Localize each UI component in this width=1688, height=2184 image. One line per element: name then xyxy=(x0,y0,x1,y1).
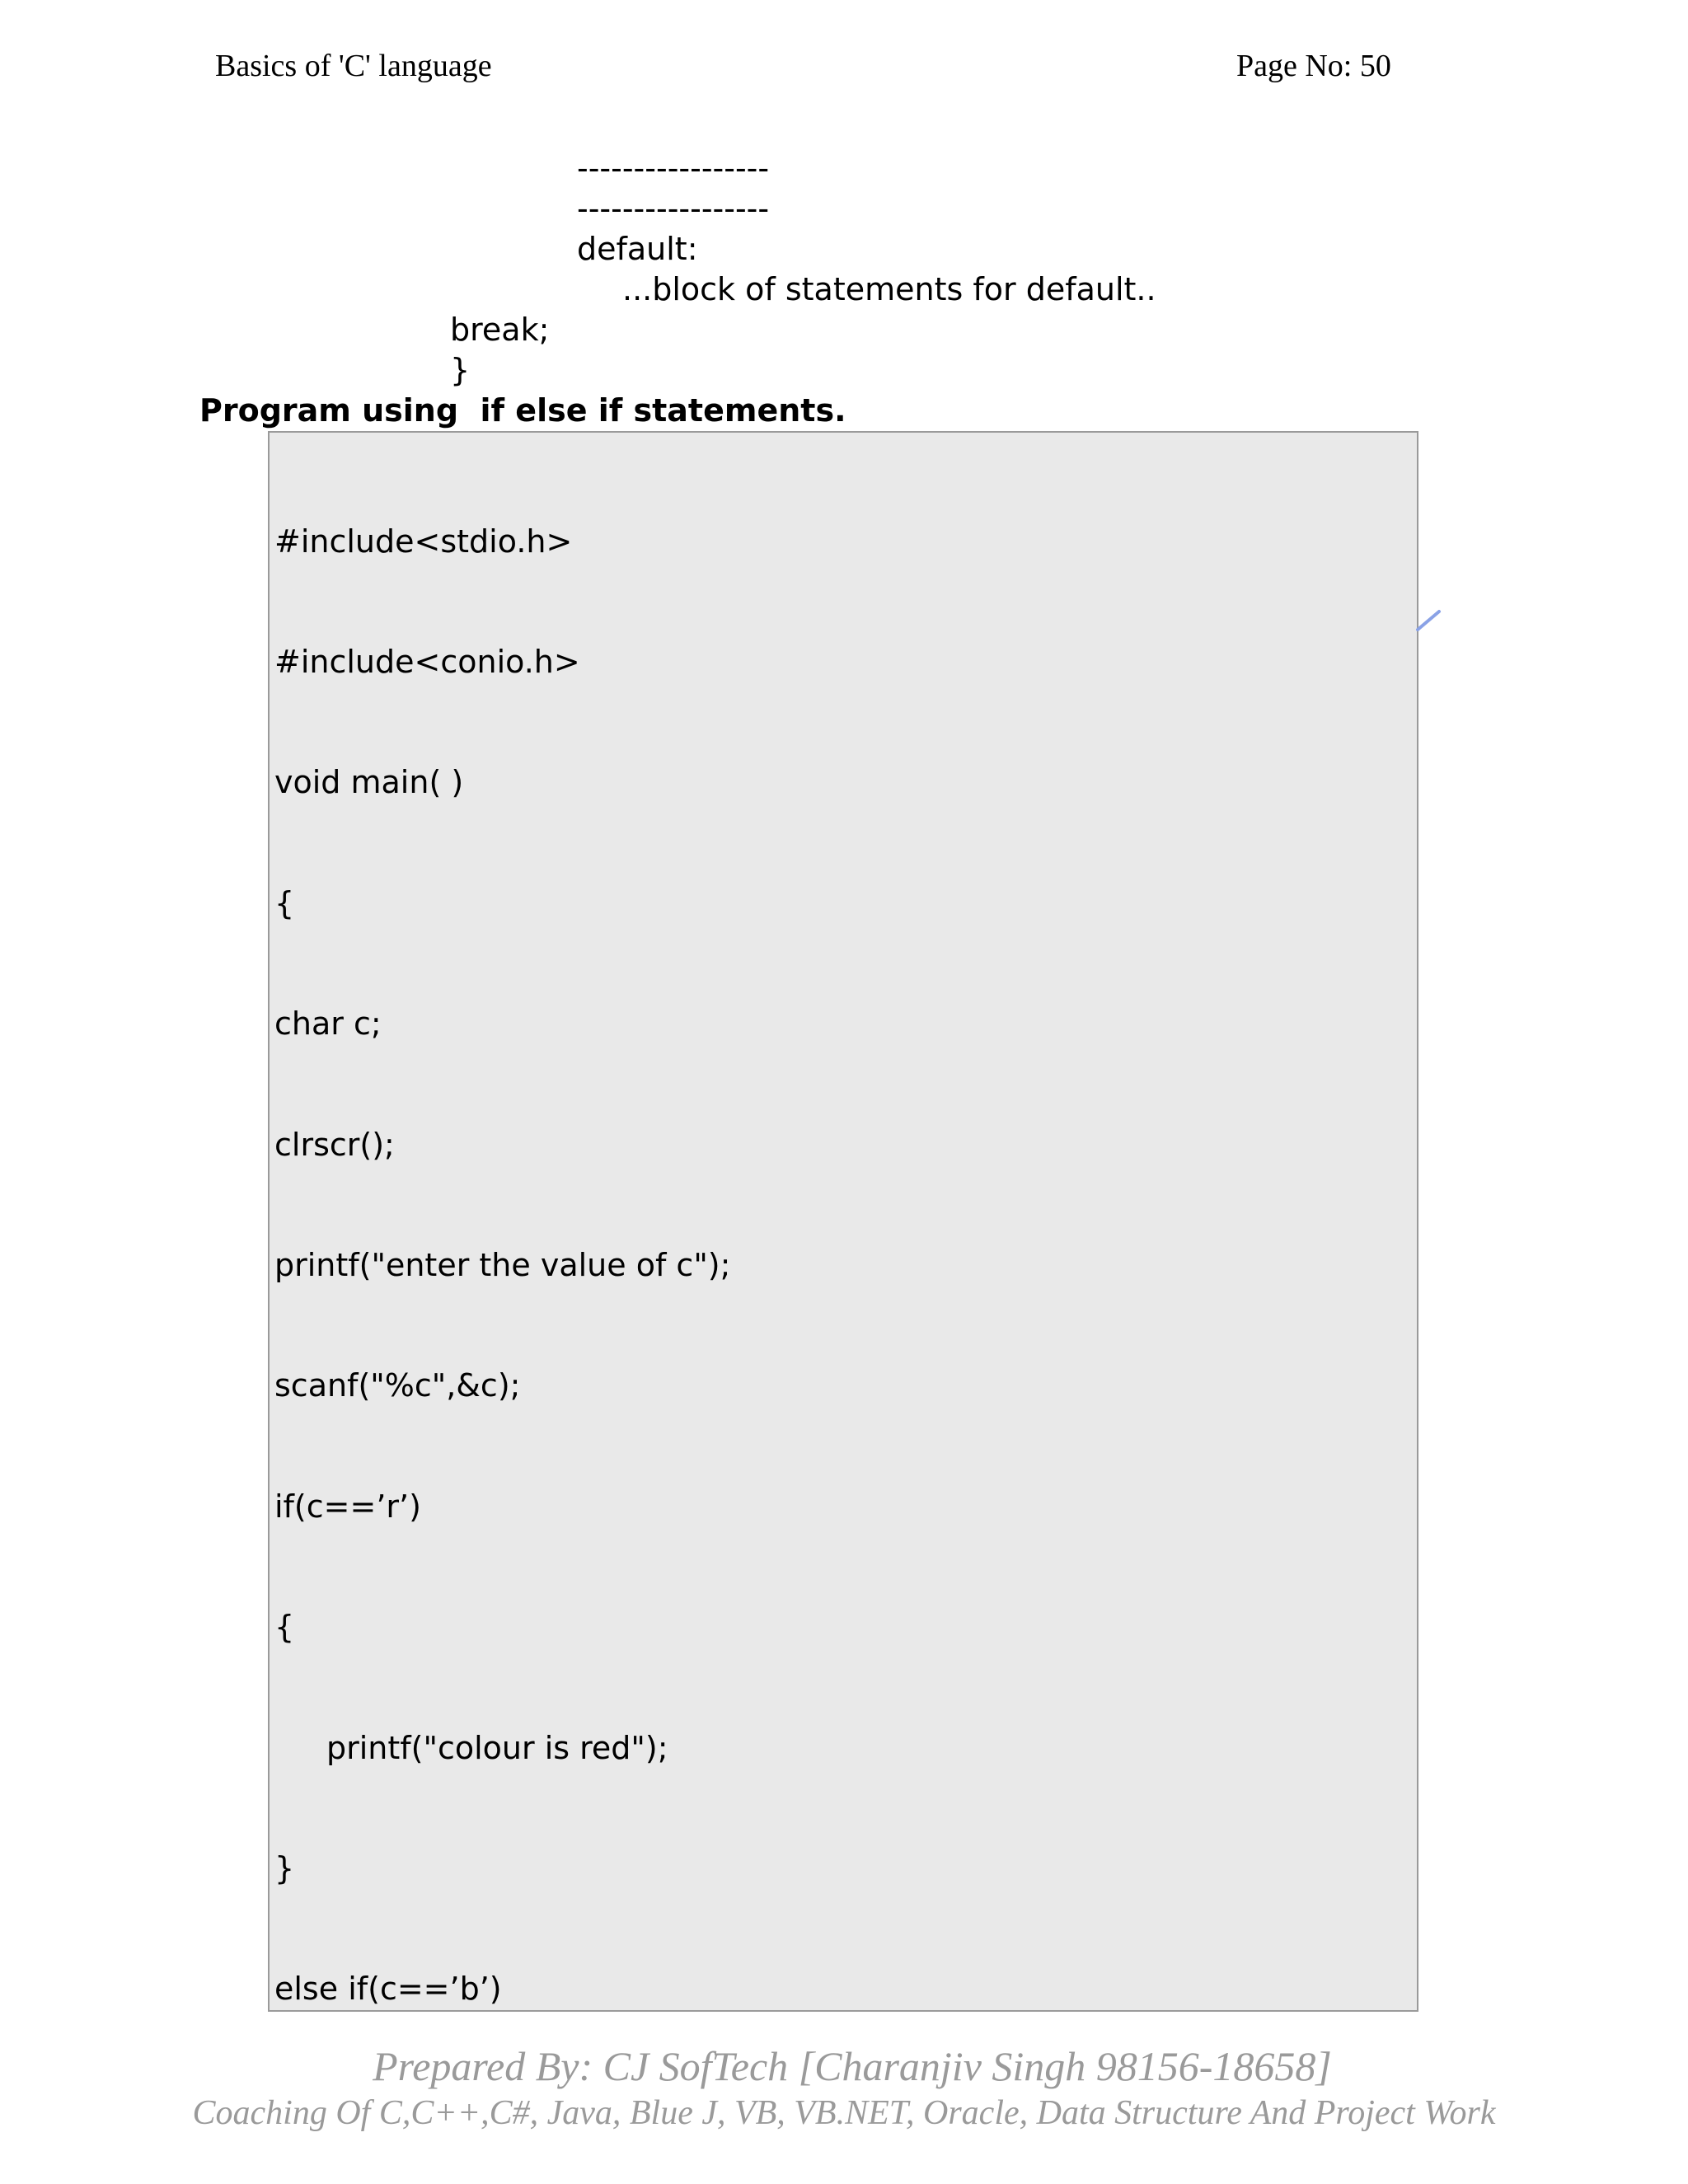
code-line: { xyxy=(274,1609,295,1646)
switch-syntax-tail xyxy=(0,148,1156,391)
code-line: if(c==’r’) xyxy=(274,1488,421,1525)
break-statement: break; xyxy=(450,312,550,348)
code-line: { xyxy=(274,884,295,921)
code-listing-box xyxy=(268,431,1418,2012)
code-line: } xyxy=(274,1849,295,1886)
code-line: scanf("%c",&c); xyxy=(274,1367,521,1404)
code-line: printf("colour is red"); xyxy=(326,1729,668,1766)
code-line: #include<conio.h> xyxy=(274,643,580,680)
code-line: void main( ) xyxy=(274,764,464,801)
pen-mark-icon xyxy=(1416,608,1442,633)
code-listing xyxy=(274,441,954,2012)
code-line: clrscr(); xyxy=(274,1126,395,1163)
section-heading-if-else: Program using if else if statements. xyxy=(199,392,846,429)
dash-line: ----------------- xyxy=(577,190,770,227)
dash-line: ----------------- xyxy=(577,150,770,186)
code-line: printf("enter the value of c"); xyxy=(274,1246,731,1283)
footer-prepared-by: Prepared By: CJ SofTech [Charanjiv Singh 98156-18658] xyxy=(373,2043,1332,2089)
default-label: default: xyxy=(577,231,698,267)
code-line: #include<stdio.h> xyxy=(274,523,573,560)
header-title: Basics of 'C' language xyxy=(215,49,492,83)
footer-coaching: Coaching Of C,C++,C#, Java, Blue J, VB, VB.NET, Oracle, Data Structure And Project Work xyxy=(192,2094,1496,2132)
page-number: Page No: 50 xyxy=(1236,49,1391,83)
closing-brace: } xyxy=(450,352,471,388)
code-line: char c; xyxy=(274,1005,382,1043)
default-block-text: ...block of statements for default.. xyxy=(622,271,1156,307)
code-line: else if(c==’b’) xyxy=(274,1971,502,2008)
